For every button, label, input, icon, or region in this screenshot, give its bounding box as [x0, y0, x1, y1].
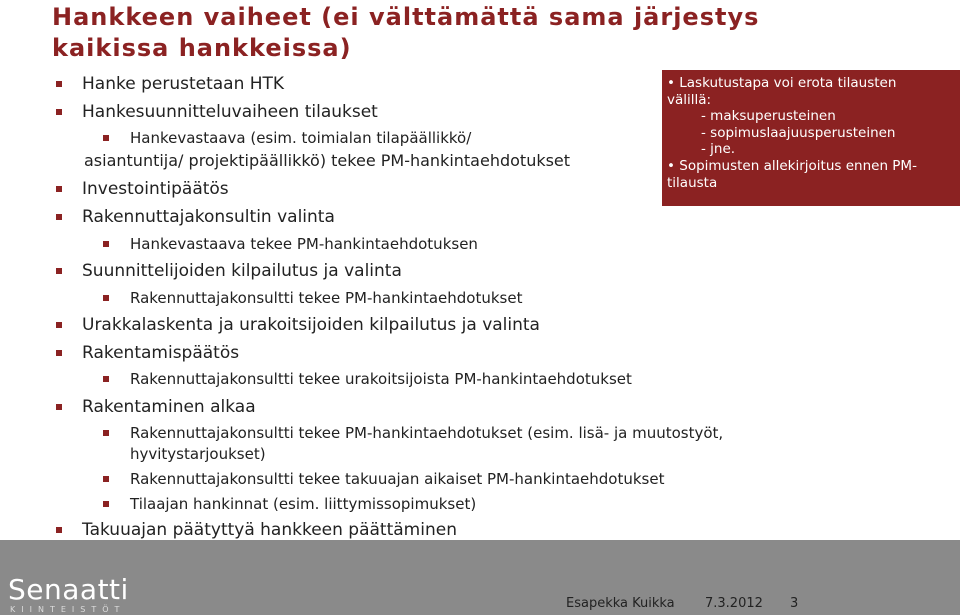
- senaatti-logo: Senaatti: [8, 573, 129, 606]
- square-bullet-icon: [56, 527, 62, 533]
- square-bullet-icon: [103, 476, 109, 482]
- note-line: - maksuperusteinen: [701, 108, 836, 125]
- list-item: Rakentamispäätös: [82, 342, 239, 364]
- square-bullet-icon: [103, 295, 109, 301]
- square-bullet-icon: [56, 109, 62, 115]
- list-item: Tilaajan hankinnat (esim. liittymissopimukset): [130, 494, 476, 514]
- square-bullet-icon: [56, 322, 62, 328]
- page-number: 3: [790, 596, 799, 611]
- note-line: tilausta: [667, 174, 718, 191]
- footer-author: Esapekka Kuikka: [566, 596, 675, 611]
- square-bullet-icon: [103, 376, 109, 382]
- list-item: Rakennuttajakonsultti tekee urakoitsijoista PM-hankintaehdotukset: [130, 369, 632, 389]
- list-item: Investointipäätös: [82, 178, 229, 200]
- note-line: - sopimuslaajuusperusteinen: [701, 124, 896, 141]
- square-bullet-icon: [103, 501, 109, 507]
- square-bullet-icon: [103, 135, 109, 141]
- square-bullet-icon: [56, 350, 62, 356]
- footer-date: 7.3.2012: [705, 596, 763, 611]
- list-item: Rakennuttajakonsultti tekee takuuajan aikaiset PM-hankintaehdotukset: [130, 469, 664, 489]
- footer-bar: [0, 540, 960, 615]
- square-bullet-icon: [56, 186, 62, 192]
- list-item: Suunnittelijoiden kilpailutus ja valinta: [82, 260, 402, 282]
- title-line-2: kaikissa hankkeissa): [52, 34, 352, 62]
- title-line-1: Hankkeen vaiheet (ei välttämättä sama järjestys: [52, 3, 760, 31]
- list-item: Hankevastaava (esim. toimialan tilapäällikkö/: [130, 128, 471, 148]
- note-line: - jne.: [701, 141, 736, 158]
- list-item: Rakennuttajakonsultin valinta: [82, 206, 335, 228]
- list-item: Urakkalaskenta ja urakoitsijoiden kilpailutus ja valinta: [82, 314, 540, 336]
- square-bullet-icon: [56, 214, 62, 220]
- list-item: Rakennuttajakonsultti tekee PM-hankintaehdotukset (esim. lisä- ja muutostyöt,: [130, 423, 723, 443]
- note-line: • Sopimusten allekirjoitus ennen PM-: [667, 157, 917, 174]
- list-item: Rakennuttajakonsultti tekee PM-hankintaehdotukset: [130, 288, 522, 308]
- square-bullet-icon: [56, 81, 62, 87]
- square-bullet-icon: [103, 241, 109, 247]
- square-bullet-icon: [56, 268, 62, 274]
- note-line: välillä:: [667, 91, 712, 108]
- slide-title: [52, 2, 812, 64]
- list-item-continuation: hyvitystarjoukset): [130, 445, 266, 463]
- list-item: Hankevastaava tekee PM-hankintaehdotuksen: [130, 234, 478, 254]
- list-item-continuation: asiantuntija/ projektipäällikkö) tekee PM-hankintaehdotukset: [84, 151, 571, 170]
- note-line: • Laskutustapa voi erota tilausten: [667, 75, 897, 91]
- list-item: Rakentaminen alkaa: [82, 396, 256, 418]
- list-item: Takuuajan päätyttyä hankkeen päättäminen: [82, 519, 457, 541]
- note-box: [662, 70, 960, 206]
- list-item: Hankesuunnitteluvaiheen tilaukset: [82, 101, 378, 123]
- square-bullet-icon: [103, 430, 109, 436]
- logo-subtitle: KIINTEISTÖT: [10, 605, 126, 614]
- list-item: Hanke perustetaan HTK: [82, 73, 284, 95]
- square-bullet-icon: [56, 404, 62, 410]
